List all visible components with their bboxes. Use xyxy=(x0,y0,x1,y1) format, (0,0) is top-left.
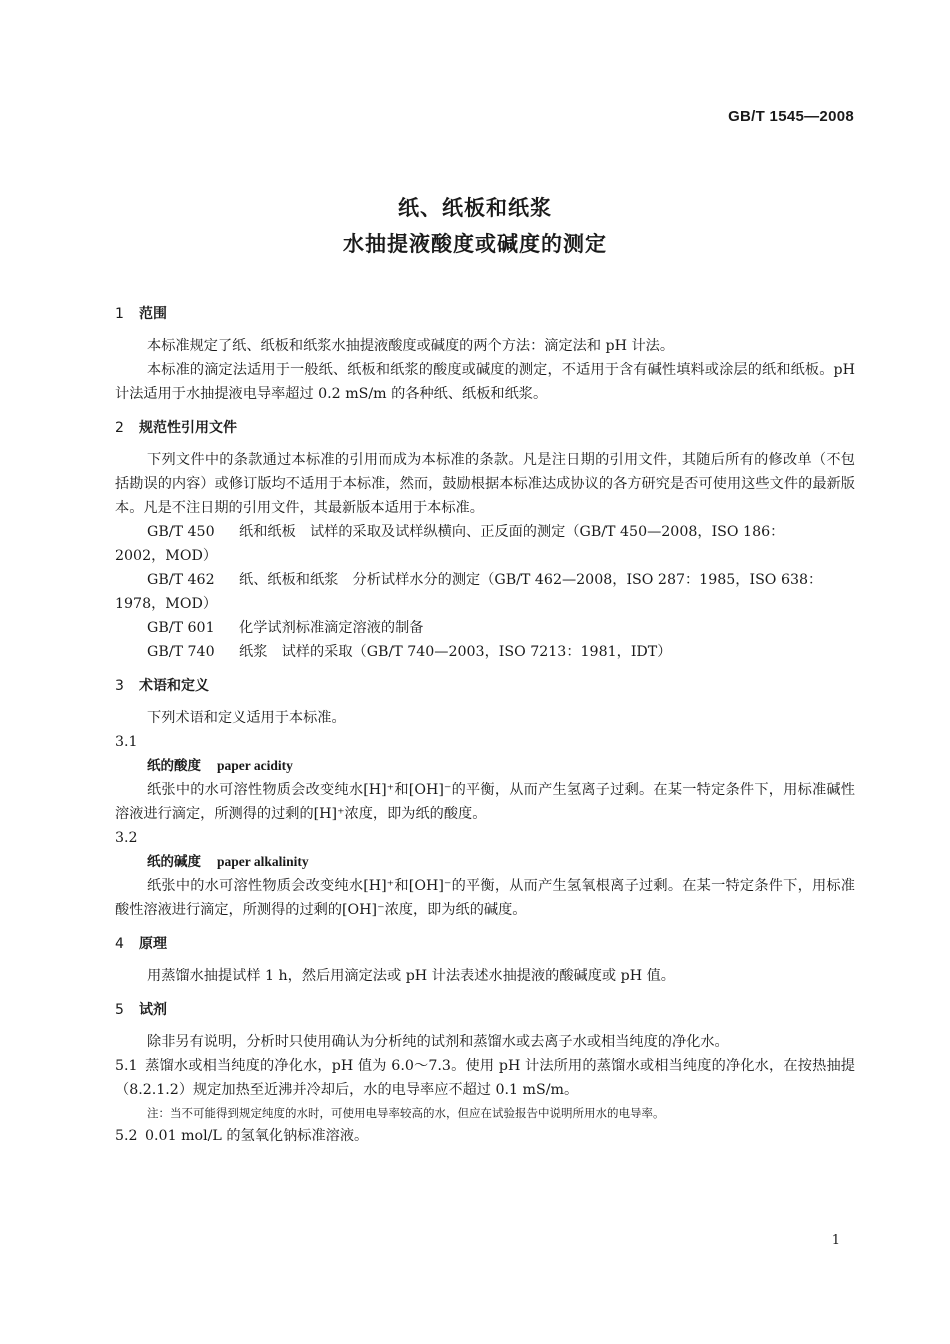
document-body xyxy=(115,302,855,1148)
standard-number: GB/T 1545—2008 xyxy=(728,108,854,125)
paragraph: 除非另有说明，分析时只使用确认为分析纯的试剂和蒸馏水或去离子水或相当纯度的净化水。 xyxy=(147,1034,729,1050)
section-number: 4 xyxy=(115,936,124,952)
section-number: 1 xyxy=(115,306,124,322)
term-heading xyxy=(115,754,855,778)
reference-code: GB/T 601 xyxy=(147,620,215,636)
clause-item xyxy=(115,1054,855,1102)
section-heading-2 xyxy=(115,416,855,440)
section-title: 原理 xyxy=(139,936,167,952)
reference-item xyxy=(115,616,855,640)
section-title: 范围 xyxy=(139,306,167,322)
paragraph: 用蒸馏水抽提试样 1 h，然后用滴定法或 pH 计法表述水抽提液的酸碱度或 pH 值。 xyxy=(147,968,675,984)
term-chinese: 纸的酸度 xyxy=(147,758,201,774)
reference-code: GB/T 740 xyxy=(147,644,215,660)
note: 注：当不可能得到规定纯度的水时，可使用电导率较高的水，但应在试验报告中说明所用水的电导率。 xyxy=(147,1106,665,1120)
section-heading-3 xyxy=(115,674,855,698)
clause-number: 5.2 xyxy=(115,1128,138,1144)
section-number: 5 xyxy=(115,1002,124,1018)
term-definition: 纸张中的水可溶性物质会改变纯水[H]⁺和[OH]⁻的平衡，从而产生氢氧根离子过剩。在某一特定条件下，用标准酸性溶液进行滴定，所测得的过剩的[OH]⁻浓度，即为纸的碱度。 xyxy=(115,878,855,918)
section-heading-1 xyxy=(115,302,855,326)
term-english: paper alkalinity xyxy=(217,854,309,869)
reference-text: 纸浆 试样的采取（GB/T 740—2003，ISO 7213：1981，IDT） xyxy=(239,644,672,660)
section-number: 3 xyxy=(115,678,124,694)
section-title: 术语和定义 xyxy=(139,678,209,694)
term-english: paper acidity xyxy=(217,758,293,773)
section-heading-5 xyxy=(115,998,855,1022)
clause-text: 蒸馏水或相当纯度的净化水，pH 值为 6.0～7.3。使用 pH 计法所用的蒸馏水或相当纯度的净化水，在按热抽提（8.2.1.2）规定加热至近沸并冷却后，水的电导率应不超过 0.1 mS/m。 xyxy=(115,1058,855,1098)
document-title-line1: 纸、纸板和纸浆 xyxy=(398,196,552,220)
section-title: 试剂 xyxy=(139,1002,167,1018)
document-title-line2: 水抽提液酸度或碱度的测定 xyxy=(343,232,607,256)
clause-item xyxy=(115,1124,855,1148)
clause-number: 5.1 xyxy=(115,1058,138,1074)
paragraph: 本标准规定了纸、纸板和纸浆水抽提液酸度或碱度的两个方法：滴定法和 pH 计法。 xyxy=(147,338,675,354)
reference-text-cont: 2002，MOD） xyxy=(115,548,218,564)
term-chinese: 纸的碱度 xyxy=(147,854,201,870)
reference-text-cont: 1978，MOD） xyxy=(115,596,218,612)
section-number: 2 xyxy=(115,420,124,436)
reference-code: GB/T 462 xyxy=(147,572,215,588)
page-number: 1 xyxy=(831,1233,840,1248)
subclause-number: 3.2 xyxy=(115,830,138,846)
reference-code: GB/T 450 xyxy=(147,524,215,540)
term-definition: 纸张中的水可溶性物质会改变纯水[H]⁺和[OH]⁻的平衡，从而产生氢离子过剩。在某一特定条件下，用标准碱性溶液进行滴定，所测得的过剩的[H]⁺浓度，即为纸的酸度。 xyxy=(115,782,855,822)
reference-text: 纸和纸板 试样的采取及试样纵横向、正反面的测定（GB/T 450—2008，ISO 186： xyxy=(239,524,785,540)
reference-item xyxy=(115,568,855,616)
reference-text: 纸、纸板和纸浆 分析试样水分的测定（GB/T 462—2008，ISO 287：1985，ISO 638： xyxy=(239,572,823,588)
paragraph: 本标准的滴定法适用于一般纸、纸板和纸浆的酸度或碱度的测定，不适用于含有碱性填料或涂层的纸和纸板。pH 计法适用于水抽提液电导率超过 0.2 mS/m 的各种纸、纸板和纸浆。 xyxy=(115,362,855,402)
section-title: 规范性引用文件 xyxy=(139,420,237,436)
term-heading xyxy=(115,850,855,874)
paragraph: 下列文件中的条款通过本标准的引用而成为本标准的条款。凡是注日期的引用文件，其随后所有的修改单（不包括勘误的内容）或修订版均不适用于本标准，然而，鼓励根据本标准达成协议的各方研究是否可使用这些文件的最新版本。凡是不注日期的引用文件，其最新版本适用于本标准。 xyxy=(115,452,855,516)
paragraph: 下列术语和定义适用于本标准。 xyxy=(147,710,346,726)
reference-text: 化学试剂标准滴定溶液的制备 xyxy=(239,620,424,636)
section-heading-4 xyxy=(115,932,855,956)
subclause-number: 3.1 xyxy=(115,734,138,750)
reference-item xyxy=(115,640,855,664)
clause-text: 0.01 mol/L 的氢氧化钠标准溶液。 xyxy=(145,1128,369,1144)
reference-item xyxy=(115,520,855,568)
